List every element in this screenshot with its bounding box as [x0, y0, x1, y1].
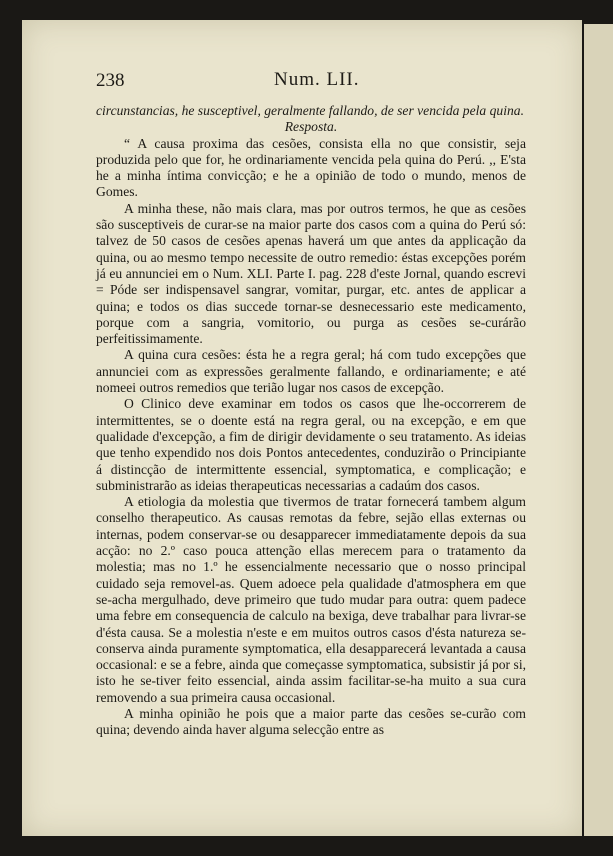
paragraph: “ A causa proxima das cesões, consista ella no que consistir, seja produzida pelo que for, he ordinariamente vencida pela quina do Perú. ,, E'sta he a minha íntima convicção; e he a opinião de todo o mundo, menos de Gomes. [96, 135, 526, 200]
intro-line: circunstancias, he susceptivel, geralmente fallando, de ser vencida pela quina. [96, 103, 524, 118]
paragraph: A quina cura cesões: ésta he a regra geral; há com tudo excepções que annunciei com as expressões geralmente fallando, e ordinariamente; e até nomeei outros remedios que terião lugar nos casos de excepção. [96, 347, 526, 396]
paragraph: A minha these, não mais clara, mas por outros termos, he que as cesões são susceptiveis de curar-se na maior parte dos casos com a quina do Perú só: talvez de 50 casos de cesões apenas haverá um que antes da applicação da quina, ou ao mesmo tempo necessite de outro remedio: éstas excepções porém já eu annunciei em o Num. XLI. Parte I. pag. 228 d'este Jornal, quando escrevi = Póde ser indispensavel sangrar, vomitar, purgar, etc. antes de applicar a quina; e todos os dias succede tornar-se desnecessario este medicamento, porque com a sangria, vomitorio, ou purga as cesões se-curárão perfeitissimamente. [96, 200, 526, 347]
paragraph: A minha opinião he pois que a maior parte das cesões se-curão com quina; devendo ainda haver alguma selecção entre as [96, 705, 526, 738]
body-text [96, 103, 526, 739]
issue-title: Num. LII. [274, 69, 360, 90]
page-header [96, 56, 526, 96]
paragraph: A etiologia da molestia que tivermos de tratar fornecerá tambem algum conselho therapeutico. As causas remotas da febre, sejão ellas externas ou internas, podem conservar-se ou desapparecer immediatamente depois da sua acção: no 2.º caso pouca attenção ellas merecem para o tratamento da molestia; mas no 1.º he essencialmente necessario que o nosso principal cuidado seja removel-as. Quem adoece pela qualidade d'atmosphera em que se-acha mergulhado, deve primeiro que tudo mudar para outra: quem padece uma febre em consequencia de calculo na bexiga, deve trabalhar para livrar-se d'ésta causa. Se a molestia n'este e em muitos outros casos d'ésta natureza se-conserva ainda puramente symptomatica, ella desapparecerá levantada a causa occasional: e se a febre, ainda que começasse symptomatica, subsistir já por si, isto he se-tiver feito essencial, ainda assim facilitar-se-ha muito a sua cura removendo a sua primeira causa occasional. [96, 494, 526, 705]
facing-page-edge [584, 24, 613, 836]
paragraph: O Clinico deve examinar em todos os casos que lhe-occorrerem de intermittentes, se o doente está na regra geral, ou na excepção, e em que qualidade d'excepção, a fim de dirigir devidamente o seu tratamento. As ideias que tenho expendido nos dois Pontos antecedentes, conduzirão o Principiante á distincção de intermittente essencial, symptomatica, e complicação; e subministrarão as ideias therapeuticas necessarias a cadaúm dos casos. [96, 396, 526, 493]
resposta-heading: Resposta. [284, 119, 338, 135]
page-number: 238 [96, 70, 125, 91]
